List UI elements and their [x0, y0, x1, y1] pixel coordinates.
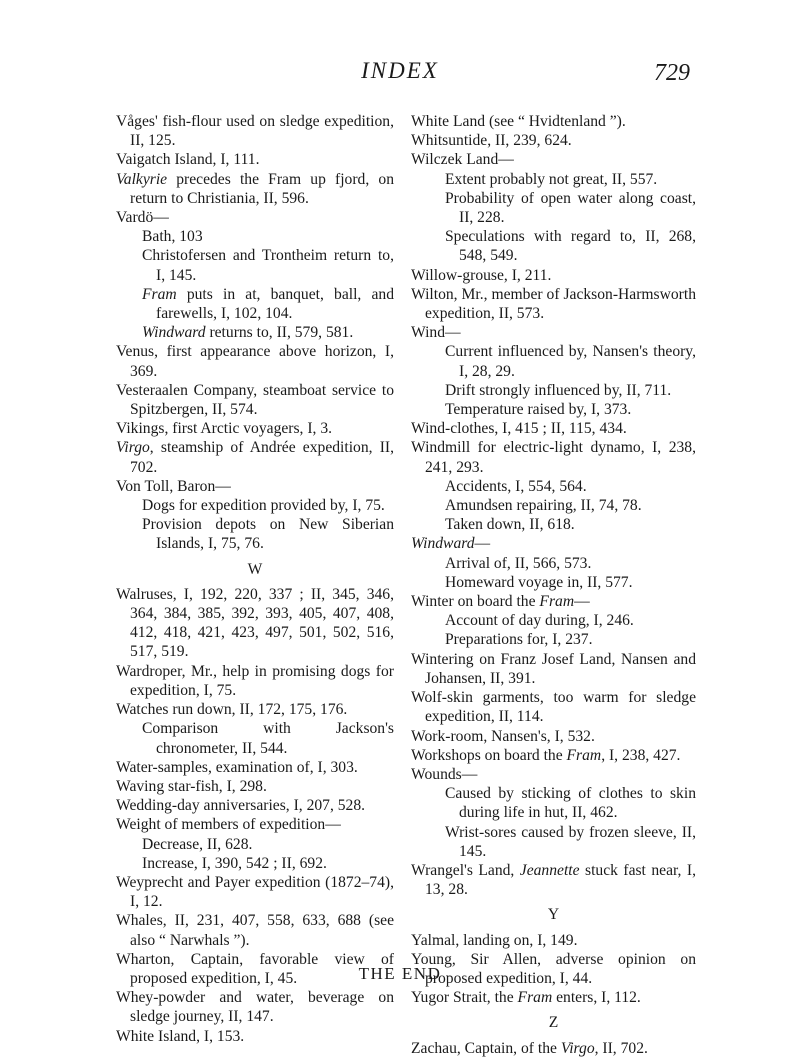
entry-text: Work-room, Nansen's, I, 532. — [411, 727, 595, 745]
entry-text: , II, 702. — [594, 1039, 648, 1057]
index-entry — [411, 131, 696, 150]
entry-italic-term: Fram — [517, 989, 553, 1007]
entry-text: Von Toll, Baron— — [116, 477, 231, 495]
entry-text: enters, I, 112. — [552, 989, 641, 1007]
index-subentry — [116, 719, 394, 757]
entry-text: Young, Sir Allen, adverse opinion on proposed expedition, I, 44. — [411, 950, 696, 987]
entry-text: Current influenced by, Nansen's theory, I, 28, 29. — [445, 343, 696, 380]
index-entry — [411, 688, 696, 726]
entry-italic-term: Fram — [142, 285, 177, 303]
index-entry — [116, 873, 394, 911]
entry-text: Vesteraalen Company, steamboat service to Spitzbergen, II, 574. — [116, 381, 394, 419]
entry-italic-term: Fram — [566, 746, 602, 764]
index-entry — [411, 650, 696, 688]
index-entry — [411, 988, 696, 1007]
index-entry — [411, 931, 696, 950]
entry-text: Watches run down, II, 172, 175, 176. — [116, 701, 348, 719]
index-entry — [116, 208, 394, 227]
entry-text: Windmill for electric-light dynamo, I, 238, 241, 293. — [411, 439, 696, 476]
section-letter: Z — [548, 1014, 559, 1032]
entry-text: precedes the Fram up fjord, on return to Christiania, II, 596. — [130, 170, 394, 207]
entry-text: Zachau, Captain, of the — [411, 1039, 561, 1057]
index-subentry — [411, 400, 696, 419]
entry-text: White Land (see “ Hvidtenland ”). — [411, 113, 626, 130]
running-head: INDEX — [361, 58, 439, 83]
index-entry — [116, 477, 394, 496]
index-subentry — [116, 285, 394, 323]
index-subentry — [411, 611, 696, 630]
index-subentry — [116, 835, 394, 854]
entry-text: Wolf-skin garments, too warm for sledge expedition, II, 114. — [411, 689, 696, 726]
entry-text: returns to, II, 579, 581. — [205, 324, 354, 342]
entry-text: Winter on board the — [411, 593, 540, 611]
index-entry — [116, 662, 394, 700]
index-subentry — [411, 630, 696, 649]
index-subentry — [411, 227, 696, 265]
entry-text: Probability of open water along coast, II, 228. — [445, 189, 696, 227]
index-entry — [116, 585, 394, 662]
entry-text: Vaigatch Island, I, 111. — [116, 151, 260, 169]
entry-text: Wedding-day anniversaries, I, 207, 528. — [116, 797, 366, 815]
entry-text: Wharton, Captain, favorable view of proposed expedition, I, 45. — [116, 950, 394, 987]
index-subentry — [116, 323, 394, 342]
entry-text: Wardroper, Mr., help in promising dogs for expedition, I, 75. — [116, 662, 394, 699]
index-subentry — [411, 554, 696, 573]
index-subentry — [411, 170, 696, 189]
entry-text: Decrease, II, 628. — [142, 835, 253, 853]
entry-italic-term: Windward — [411, 535, 475, 553]
entry-text: Yalmal, landing on, I, 149. — [411, 931, 578, 949]
index-subentry — [411, 515, 696, 534]
entry-text: Wounds— — [411, 765, 478, 783]
index-entry — [411, 861, 696, 899]
entry-text: — — [574, 593, 590, 611]
entry-text: Extent probably not great, II, 557. — [445, 170, 658, 188]
entry-text: Amundsen repairing, II, 74, 78. — [445, 497, 642, 515]
section-letter: Y — [547, 906, 560, 924]
entry-text: Whitsuntide, II, 239, 624. — [411, 132, 572, 150]
entry-text: Homeward voyage in, II, 577. — [445, 573, 633, 591]
index-entry — [116, 170, 394, 208]
index-entry — [116, 381, 394, 419]
entry-text: Wrangel's Land, — [411, 861, 520, 879]
index-subentry — [411, 342, 696, 380]
entry-text: Dogs for expedition provided by, I, 75. — [142, 497, 385, 515]
entry-text: Wind— — [411, 324, 461, 342]
index-entry — [116, 796, 394, 815]
entry-text: Bath, 103 — [142, 228, 203, 246]
index-subentry — [411, 477, 696, 496]
index-entry — [411, 112, 696, 131]
page-number: 729 — [654, 60, 690, 86]
entry-text: Caused by sticking of clothes to skin during life in hut, II, 462. — [445, 785, 696, 822]
index-entry — [411, 438, 696, 476]
entry-text: Arrival of, II, 566, 573. — [445, 554, 592, 572]
entry-text: Temperature raised by, I, 373. — [445, 401, 632, 419]
entry-text: Christofersen and Trontheim return to, I, 145. — [142, 247, 394, 284]
entry-text: Whey-powder and water, beverage on sledge journey, II, 147. — [116, 989, 394, 1026]
index-subentry — [411, 381, 696, 400]
index-entry — [116, 700, 394, 719]
entry-italic-term: Windward — [142, 324, 206, 342]
entry-text: Våges' fish-flour used on sledge expedition, II, 125. — [116, 113, 394, 150]
entry-text: Yugor Strait, the — [411, 989, 518, 1007]
index-entry — [411, 746, 696, 765]
entry-text: Comparison with Jackson's chronometer, II, 544. — [142, 720, 394, 757]
entry-text: Willow-grouse, I, 211. — [411, 266, 552, 284]
index-subentry — [116, 496, 394, 515]
entry-italic-term: Virgo — [116, 439, 150, 457]
entry-text: , I, 238, 427. — [601, 746, 681, 764]
entry-text: Wrist-sores caused by frozen sleeve, II, 145. — [445, 823, 696, 860]
section-letter: W — [247, 560, 263, 578]
entry-text: Walruses, I, 192, 220, 337 ; II, 345, 346, 364, 384, 385, 392, 393, 405, 407, 408, 412, 418, 421, 423, 497, 501, 502, 516, 517, 519. — [116, 585, 394, 661]
index-entry — [116, 112, 394, 150]
entry-text: Accidents, I, 554, 564. — [445, 477, 587, 495]
index-subentry — [411, 823, 696, 861]
index-entry — [116, 911, 394, 949]
index-column-right — [411, 112, 696, 1058]
entry-text: Wilton, Mr., member of Jackson-Harmsworth expedition, II, 573. — [411, 285, 696, 323]
index-entry — [411, 592, 696, 611]
index-entry — [116, 988, 394, 1026]
entry-text: — — [474, 535, 491, 553]
entry-text: puts in at, banquet, ball, and farewells, I, 102, 104. — [156, 285, 394, 323]
entry-text: Vikings, first Arctic voyagers, I, 3. — [116, 420, 333, 438]
entry-text: Wilczek Land— — [411, 151, 514, 169]
index-subentry — [411, 573, 696, 592]
entry-text: Taken down, II, 618. — [445, 516, 575, 534]
index-entry — [411, 323, 696, 342]
index-entry — [411, 285, 696, 323]
index-entry — [116, 1027, 394, 1046]
index-entry — [116, 150, 394, 169]
entry-text: Weyprecht and Payer expedition (1872–74), I, 12. — [116, 873, 394, 911]
entry-text: Wind-clothes, I, 415 ; II, 115, 434. — [411, 420, 627, 438]
entry-text: Vardö— — [116, 209, 169, 227]
entry-text: , steamship of Andrée expedition, II, 702. — [130, 439, 394, 476]
entry-text: Workshops on board the — [411, 746, 567, 764]
index-subentry — [116, 227, 394, 246]
entry-text: Whales, II, 231, 407, 558, 633, 688 (see also “ Narwhals ”). — [116, 912, 394, 949]
entry-text: Wintering on Franz Josef Land, Nansen and Johansen, II, 391. — [411, 650, 696, 687]
entry-text: Speculations with regard to, II, 268, 548, 549. — [445, 228, 696, 265]
index-entry — [116, 419, 394, 438]
the-end: THE END — [358, 964, 442, 983]
entry-italic-term: Fram — [539, 593, 575, 611]
index-entry — [411, 419, 696, 438]
index-entry — [411, 765, 696, 784]
index-subentry — [411, 784, 696, 822]
entry-italic-term: Valkyrie — [116, 170, 168, 188]
index-subentry — [411, 496, 696, 515]
index-entry — [411, 1039, 696, 1058]
index-entry — [116, 438, 394, 476]
entry-italic-term: Jeannette — [519, 861, 580, 879]
index-entry — [116, 342, 394, 380]
entry-text: Weight of members of expedition— — [116, 816, 341, 834]
index-entry — [116, 758, 394, 777]
index-subentry — [116, 515, 394, 553]
entry-text: stuck fast near, I, 13, 28. — [425, 861, 696, 899]
entry-text: Increase, I, 390, 542 ; II, 692. — [142, 854, 327, 872]
entry-text: White Island, I, 153. — [116, 1027, 245, 1045]
index-entry — [411, 534, 696, 553]
entry-text: Water-samples, examination of, I, 303. — [116, 758, 358, 776]
entry-text: Waving star-fish, I, 298. — [116, 777, 267, 795]
index-entry — [411, 150, 696, 169]
index-subentry — [116, 854, 394, 873]
index-subentry — [411, 189, 696, 227]
entry-text: Preparations for, I, 237. — [445, 631, 593, 649]
entry-text: Account of day during, I, 246. — [445, 612, 634, 630]
entry-text: Drift strongly influenced by, II, 711. — [445, 381, 672, 399]
index-column-left — [116, 112, 394, 1046]
index-entry — [411, 727, 696, 746]
entry-text: Provision depots on New Siberian Islands, I, 75, 76. — [142, 516, 394, 553]
entry-text: Venus, first appearance above horizon, I, 369. — [116, 343, 394, 380]
index-subentry — [116, 246, 394, 284]
index-entry — [116, 777, 394, 796]
entry-italic-term: Virgo — [560, 1039, 595, 1057]
index-entry — [116, 815, 394, 834]
index-entry — [411, 266, 696, 285]
